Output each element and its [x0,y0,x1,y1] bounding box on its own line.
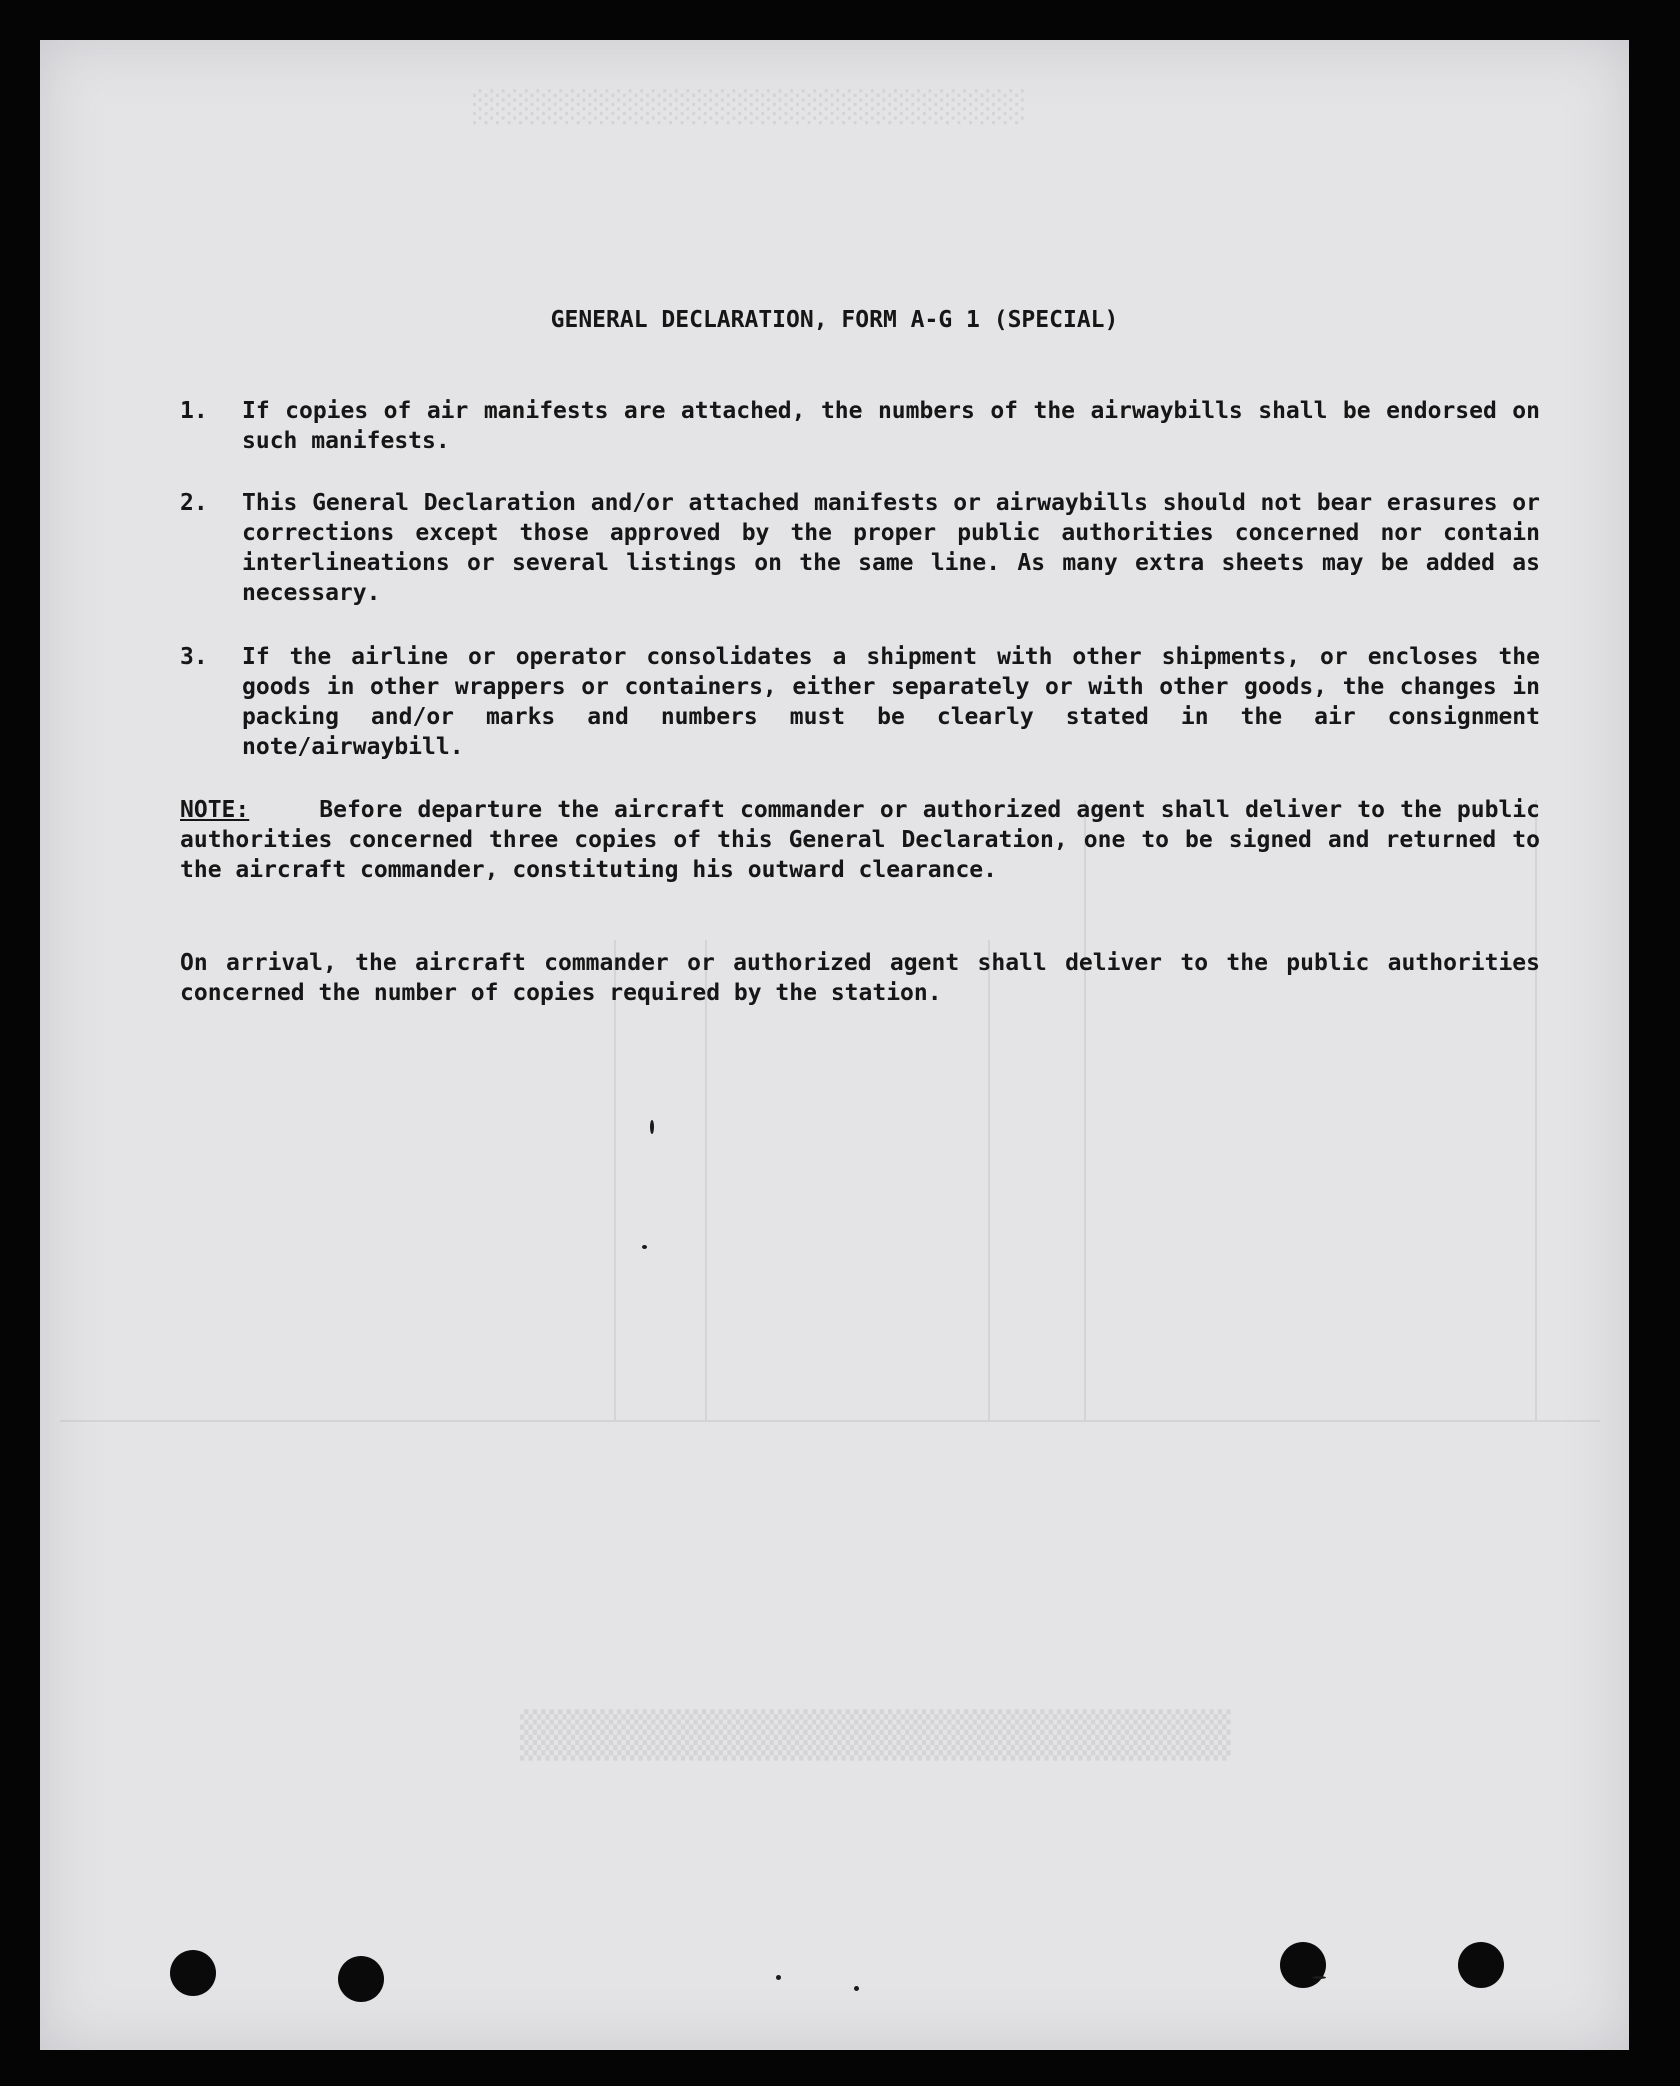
item-number: 1. [180,398,208,424]
punch-hole-icon [1458,1942,1504,1988]
speck [776,1975,781,1980]
document-page [40,40,1629,2050]
instruction-item [180,396,1540,456]
document-body [40,40,1629,2050]
item-text: If copies of air manifests are attached, the numbers of the airwaybills shall be endorsed on such manifests. [242,398,1540,454]
speck [854,1986,859,1991]
note-paragraph [180,795,1540,885]
instruction-item [180,488,1540,608]
punch-hole-icon [170,1950,216,1996]
item-number: 2. [180,490,208,516]
note-label: NOTE: [180,797,250,823]
punch-hole-icon [338,1956,384,2002]
punch-hole-icon [1280,1942,1326,1988]
instruction-item [180,642,1540,762]
item-text: This General Declaration and/or attached manifests or airwaybills should not bear erasures or corrections except those approved by the proper public authorities concerned nor contain interlineations or several listings on the same line. As many extra sheets may be added as necessary. [242,490,1540,606]
speck [650,1120,654,1134]
item-number: 3. [180,644,208,670]
arrival-paragraph: On arrival, the aircraft commander or authorized agent shall deliver to the public authorities concerned the number of copies required by the station. [180,950,1540,1006]
note-text: Before departure the aircraft commander or authorized agent shall deliver to the public authorities concerned three copies of this General Declaration, one to be signed and returned to the aircraft commander, constituting his outward clearance. [180,797,1540,883]
show-through-text: ▒▒▒▒▒▒▒▒▒▒▒▒▒▒▒▒▒▒▒▒▒ [520,1710,1231,1761]
speck [1312,1976,1326,1979]
show-through-text: ░░░░░░░░░░░░░░░░░░░░░░░░ [470,90,1024,125]
speck [642,1245,647,1249]
document-title: GENERAL DECLARATION, FORM A-G 1 (SPECIAL) [550,307,1119,333]
item-text: If the airline or operator consolidates a shipment with other shipments, or encloses the goods in other wrappers or containers, either separately or with other goods, the changes in packing and/or marks and numbers must be clearly stated in the air consignment note/airwaybill. [242,644,1540,760]
